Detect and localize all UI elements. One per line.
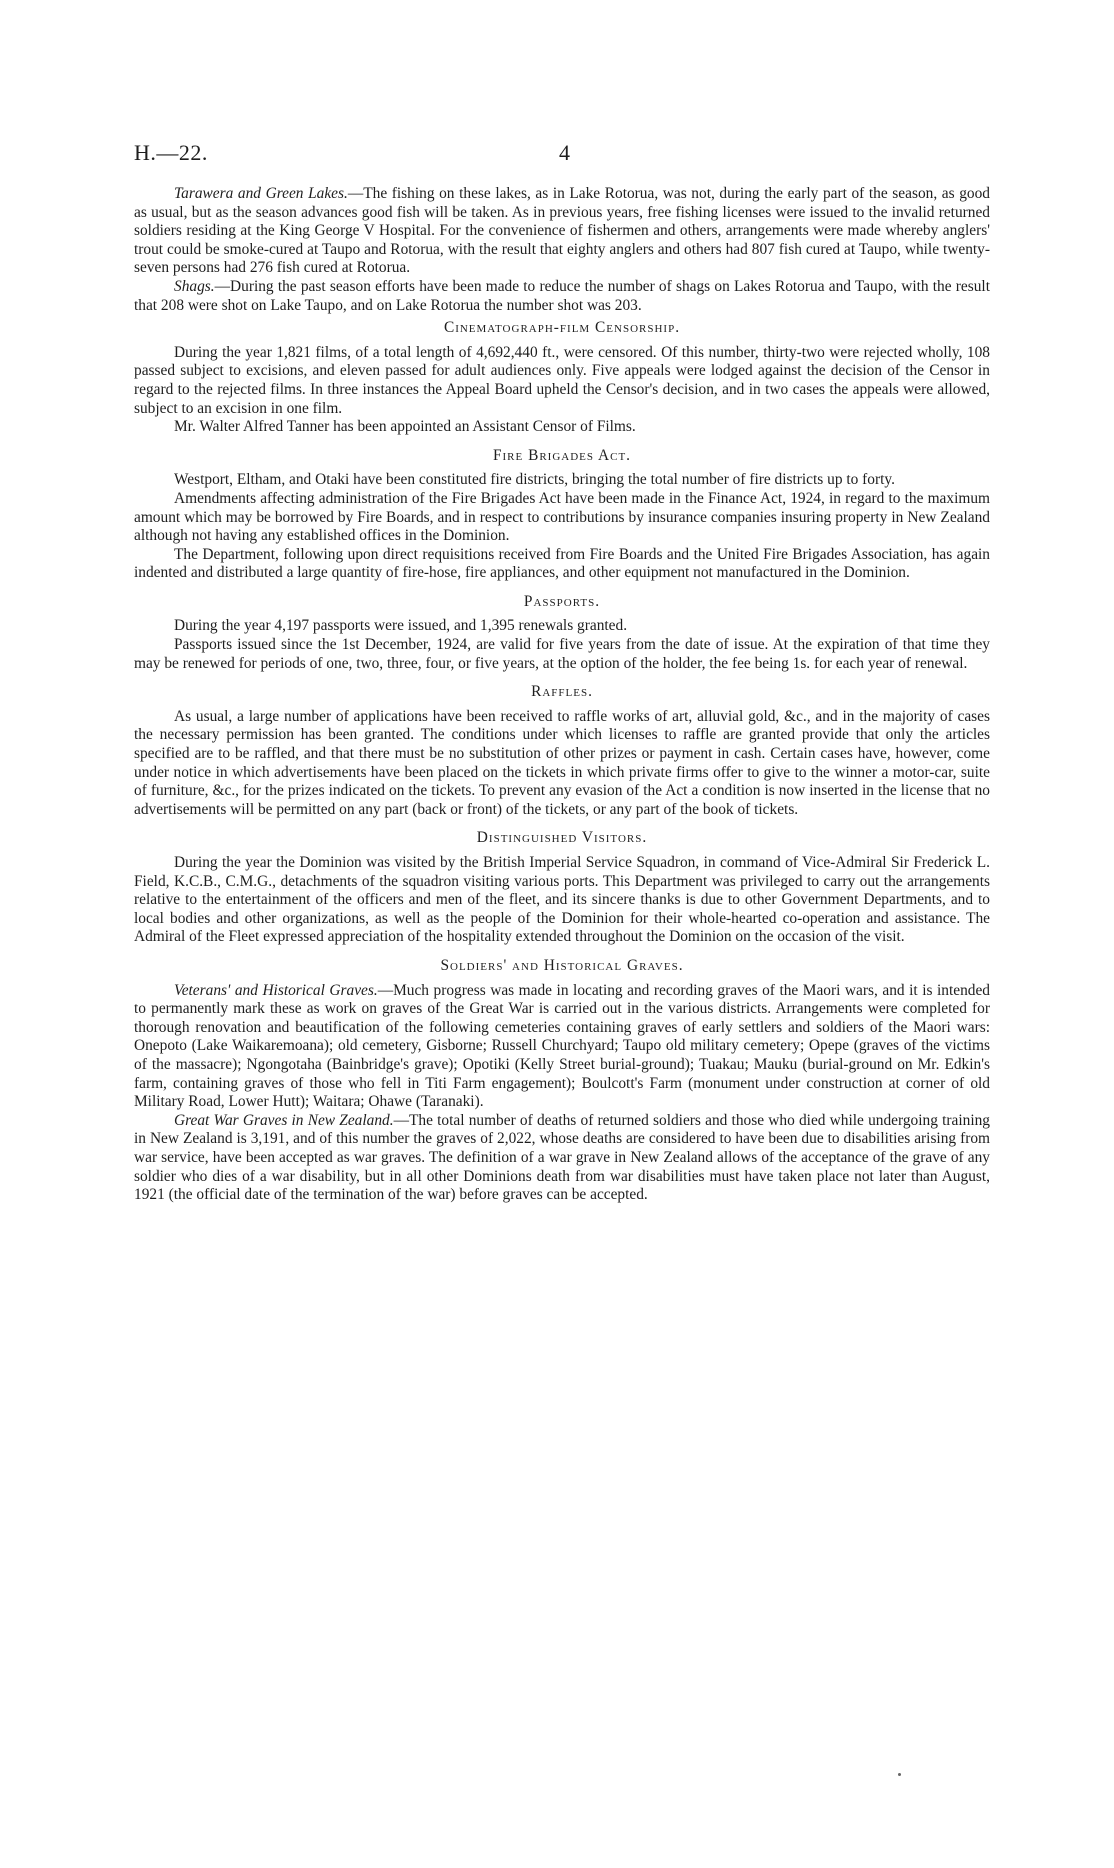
paragraph-text: —The total number of deaths of returned soldiers and those who died while undergoing training in New Zealand is 3,191, and of this number the graves of 2,022, whose deaths are considered to have been due to disabilities arising from war service, have been accepted as war graves. The definition of a war grave in New Zealand allows of the acceptance of the grave of any soldier who dies of a war disability, but in all other Dominions death from war disabilities must have taken place not later than August, 1921 (the official date of the termination of the war) before graves can be accepted. bbox=[134, 1111, 991, 1204]
paragraph-fire-3: The Department, following upon direct requisitions received from Fire Boards and the United Fire Brigades Association, has again indented and distributed a large quantity of fire-hose, fire appliances, and other equipment not manufactured in the Dominion. bbox=[134, 545, 990, 582]
paragraph-passports-2: Passports issued since the 1st December, 1924, are valid for five years from the date of issue. At the expiration of that time they may be renewed for periods of one, two, three, four, or five years, at the option of the holder, the fee being 1s. for each year of renewal. bbox=[134, 636, 990, 672]
paragraph-shags bbox=[134, 278, 990, 315]
paragraph-cinema-2: Mr. Walter Alfred Tanner has been appointed an Assistant Censor of Films. bbox=[174, 418, 636, 436]
paragraph-cinema-1: During the year 1,821 films, of a total length of 4,692,440 ft., were censored. Of this number, thirty-two were rejected wholly, 108 passed subject to excisions, and eleven passed for adult audiences only. Five appeals were lodged against the decision of the Censor in regard to the rejected films. In three instances the Appeal Board upheld the Censor's decision, and in two cases the appeals were allowed, subject to an excision in one film. bbox=[134, 343, 990, 417]
page-header bbox=[134, 140, 990, 170]
paragraph-tarawera-lakes bbox=[134, 185, 990, 278]
section-heading-soldiers-graves: Soldiers' and Historical Graves. bbox=[440, 956, 684, 974]
section-heading-passports: Passports. bbox=[523, 592, 601, 610]
paragraph-raffles-1: As usual, a large number of applications have been received to raffle works of art, alluvial gold, &c., and in the majority of cases the necessary permission has been granted. The conditions under which licenses to raffle are granted provide that only the articles specified are to be raffled, and that there must be no substitution of other prizes or payment in cash. Certain cases have, however, come under notice in which advertisements have been placed on the tickets in which private firms offer to give to the winner a motor-car, suite of furniture, &c., for the prizes indicated on the tickets. To prevent any evasion of the Act a condition is now inserted in the license that no advertisements will be permitted on any part (back or front) of the tickets, or any part of the book of tickets. bbox=[134, 707, 990, 818]
run-in-heading: Tarawera and Green Lakes. bbox=[174, 185, 348, 202]
run-in-heading: Great War Graves in New Zealand. bbox=[174, 1111, 394, 1129]
run-in-heading: Veterans' and Historical Graves. bbox=[174, 981, 378, 999]
section-heading-raffles: Raffles. bbox=[531, 683, 593, 701]
page-number: 4 bbox=[559, 140, 570, 165]
section-heading-fire-brigades: Fire Brigades Act. bbox=[492, 446, 632, 464]
section-heading-cinematograph: Cinematograph-film Censorship. bbox=[443, 319, 681, 337]
paragraph-great-war-graves bbox=[134, 1112, 990, 1205]
paragraph-text: —Much progress was made in locating and recording graves of the Maori wars, and it is intended to permanently mark these as work on graves of the Great War is carried out in the various districts. Arrangements were completed for thorough renovation and beautification of the following cemeteries containing graves of early settlers and soldiers of the Maori wars: Onepoto (Lake Waikaremoana); old cemetery, Gisborne; Russell Churchyard; Taupo old military cemetery; Opepe (graves of the victims of the massacre); Ngongotaha (Bainbridge's grave); Opotiki (Kelly Street burial-ground); Tuakau; Mauku (burial-ground on Mr. Edkin's farm, containing graves of those who fell in Titi Farm engagement); Boulcott's Farm (monument under construction at corner of old Military Road, Lower Hutt); Waitara; Ohawe (Taranaki). bbox=[134, 981, 991, 1111]
section-heading-distinguished-visitors: Distinguished Visitors. bbox=[476, 829, 648, 847]
run-in-heading: Shags. bbox=[174, 277, 215, 295]
paragraph-fire-1: Westport, Eltham, and Otaki have been constituted fire districts, bringing the total number of fire districts up to forty. bbox=[174, 471, 895, 489]
document-body bbox=[134, 185, 990, 1205]
paragraph-fire-2: Amendments affecting administration of the Fire Brigades Act have been made in the Finance Act, 1924, in regard to the maximum amount which may be borrowed by Fire Boards, and in respect to contributions by insurance companies insuring property in New Zealand although not having any established offices in the Dominion. bbox=[134, 489, 990, 545]
paragraph-passports-1: During the year 4,197 passports were issued, and 1,395 renewals granted. bbox=[174, 617, 628, 635]
document-reference: H.—22. bbox=[134, 140, 208, 165]
scan-speck bbox=[898, 1773, 901, 1776]
paragraph-text: —During the past season efforts have been made to reduce the number of shags on Lakes Rotorua and Taupo, with the result that 208 were shot on Lake Taupo, and on Lake Rotorua the number shot was 203. bbox=[134, 277, 990, 314]
paragraph-text: —The fishing on these lakes, as in Lake Rotorua, was not, during the early part of the season, as good as usual, but as the season advances good fish will be taken. As in previous years, free fishing licenses were issued to the invalid returned soldiers residing at the King George V Hospital. For the convenience of fishermen and others, arrangements were made whereby anglers' trout could be smoke-cured at Taupo and Rotorua, with the result that eighty anglers and others had 807 fish cured at Taupo, while twenty-seven persons had 276 fish cured at Rotorua. bbox=[134, 185, 990, 277]
paragraph-visitors-1: During the year the Dominion was visited by the British Imperial Service Squadron, in command of Vice-Admiral Sir Frederick L. Field, K.C.B., C.M.G., detachments of the squadron visiting various ports. This Department was privileged to carry out the arrangements relative to the entertainment of the officers and men of the fleet, and its sincere thanks is due to other Government Departments, and to local bodies and other organizations, as well as the people of the Dominion for their whole-hearted co-operation and assistance. The Admiral of the Fleet expressed appreciation of the hospitality extended throughout the Dominion on the occasion of the visit. bbox=[134, 854, 990, 946]
paragraph-veterans-graves bbox=[134, 982, 990, 1112]
